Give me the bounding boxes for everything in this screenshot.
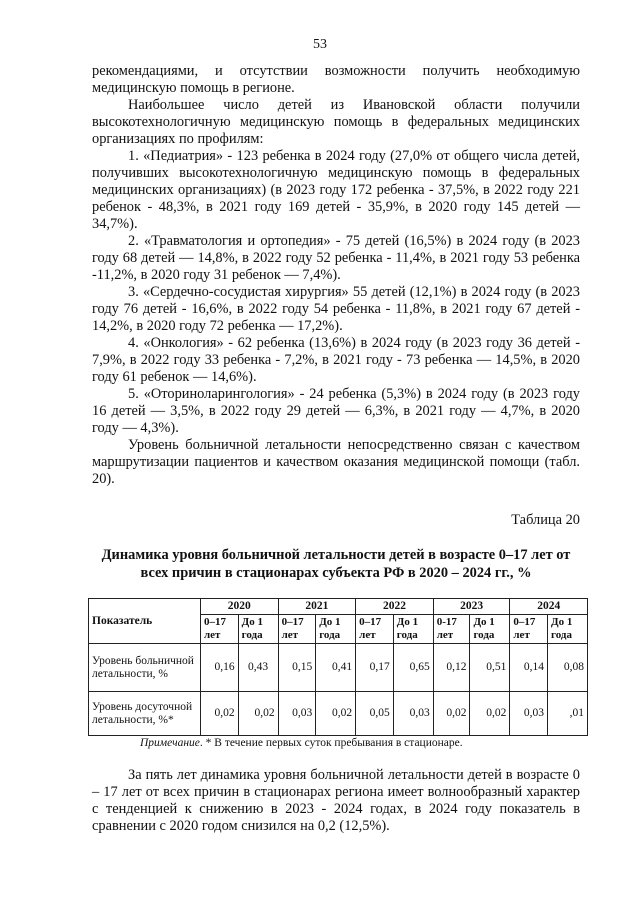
row-label: Уровень досуточной летальности, %* — [89, 692, 201, 736]
table-cell: 0,17 — [356, 644, 394, 692]
table-note — [140, 737, 463, 749]
table-cell: 0,02 — [238, 692, 278, 736]
table-cell: 0,03 — [278, 692, 316, 736]
subheader-age: До 1 года — [238, 615, 278, 644]
subheader-age: 0–17 лет — [201, 615, 239, 644]
header-year: 2021 — [278, 599, 356, 615]
table-title: Динамика уровня больничной летальности детей в возрасте 0–17 лет от всех причин в стационарах субъекта РФ в 2020 – 2024 гг., % — [101, 547, 571, 581]
subheader-age: До 1 года — [316, 615, 356, 644]
table-cell: 0,12 — [433, 644, 470, 692]
table-cell: 0,51 — [470, 644, 510, 692]
paragraph: Уровень больничной летальности непосредственно связан с качеством маршрутизации пациентов и качеством оказания медицинской помощи (табл. 20). — [92, 437, 580, 487]
paragraph: рекомендациями, и отсутствии возможности получить необходимую медицинскую помощь в регионе. — [92, 63, 580, 96]
paragraph: За пять лет динамика уровня больничной летальности детей в возрасте 0 – 17 лет от всех причин в стационарах региона имеет волнообразный характер с тенденцией к снижению в 2023 - 2024 годах, в 2024 году показатель в сравнении с 2020 годом снизился на 0,2 (12,5%). — [92, 767, 580, 834]
table-cell: 0,05 — [356, 692, 394, 736]
list-item: 2. «Травматология и ортопедия» - 75 детей (16,5%) в 2024 году (в 2023 году 68 детей — 14,8%, в 2022 году 52 ребенка - 11,4%, в 2021 году 53 ребенка -11,2%, в 2020 году 31 ребенок — 7,4%). — [92, 233, 580, 283]
table-cell: 0,02 — [316, 692, 356, 736]
table-cell: 0,03 — [510, 692, 548, 736]
table-cell: 0,15 — [278, 644, 316, 692]
list-item: 1. «Педиатрия» - 123 ребенка в 2024 году (27,0% от общего числа детей, получивших высокотехнологичную медицинскую помощь в федеральных медицинских организациях) (в 2023 году 172 ребенка - 37,5%, в 2022 году 221 ребенок - 48,3%, в 2021 году 169 детей - 35,9%, в 2020 году 145 детей — 34,7%). — [92, 148, 580, 232]
header-year: 2024 — [510, 599, 588, 615]
subheader-age: 0–17 лет — [510, 615, 548, 644]
table-cell: 0,03 — [393, 692, 433, 736]
table-cell: 0,43 — [238, 644, 278, 692]
header-year: 2023 — [433, 599, 510, 615]
mortality-table — [88, 598, 588, 736]
header-indicator: Показатель — [89, 599, 201, 644]
subheader-age: До 1 года — [470, 615, 510, 644]
table-header-row — [89, 599, 588, 615]
header-year: 2022 — [356, 599, 434, 615]
paragraph: Наибольшее число детей из Ивановской области получили высокотехнологичную медицинскую помощь в федеральных медицинских организациях по профилям: — [92, 97, 580, 147]
table-label: Таблица 20 — [511, 512, 580, 528]
table-cell: 0,02 — [433, 692, 470, 736]
body-text — [92, 63, 580, 488]
note-label: Примечание — [140, 737, 200, 749]
list-item: 5. «Оториноларингология» - 24 ребенка (5,3%) в 2024 году (в 2023 году 16 детей — 3,5%, в 2022 году 29 детей — 6,3%, в 2021 году — 4,7%, в 2020 году — 4,3%). — [92, 386, 580, 436]
subheader-age: До 1 года — [393, 615, 433, 644]
table-cell: 0,02 — [470, 692, 510, 736]
row-label: Уровень больничной летальности, % — [89, 644, 201, 692]
subheader-age: До 1 года — [548, 615, 588, 644]
table-cell: 0,08 — [548, 644, 588, 692]
table-cell: 0,65 — [393, 644, 433, 692]
list-item: 4. «Онкология» - 62 ребенка (13,6%) в 2024 году (в 2023 году 36 детей - 7,9%, в 2022 году 33 ребенка - 7,2%, в 2021 году - 73 ребенка — 14,5%, в 2020 году 61 ребенок — 14,6%). — [92, 335, 580, 385]
list-item: 3. «Сердечно-сосудистая хирургия» 55 детей (12,1%) в 2024 году (в 2023 году 76 детей - 16,6%, в 2022 году 54 ребенка - 11,8%, в 2021 году 67 детей - 14,2%, в 2020 году 72 ребенка — 17,2%). — [92, 284, 580, 334]
page-number: 53 — [313, 37, 327, 52]
closing-text — [92, 767, 580, 835]
table-row — [89, 644, 588, 692]
table-cell: 0,14 — [510, 644, 548, 692]
header-year: 2020 — [201, 599, 279, 615]
table-cell: ,01 — [548, 692, 588, 736]
table-cell: 0,02 — [201, 692, 239, 736]
table-cell: 0,41 — [316, 644, 356, 692]
subheader-age: 0-17 лет — [433, 615, 470, 644]
note-text: . * В течение первых суток пребывания в стационаре. — [199, 737, 463, 749]
table-row — [89, 692, 588, 736]
subheader-age: 0–17 лет — [356, 615, 394, 644]
table-cell: 0,16 — [201, 644, 239, 692]
subheader-age: 0–17 лет — [278, 615, 316, 644]
